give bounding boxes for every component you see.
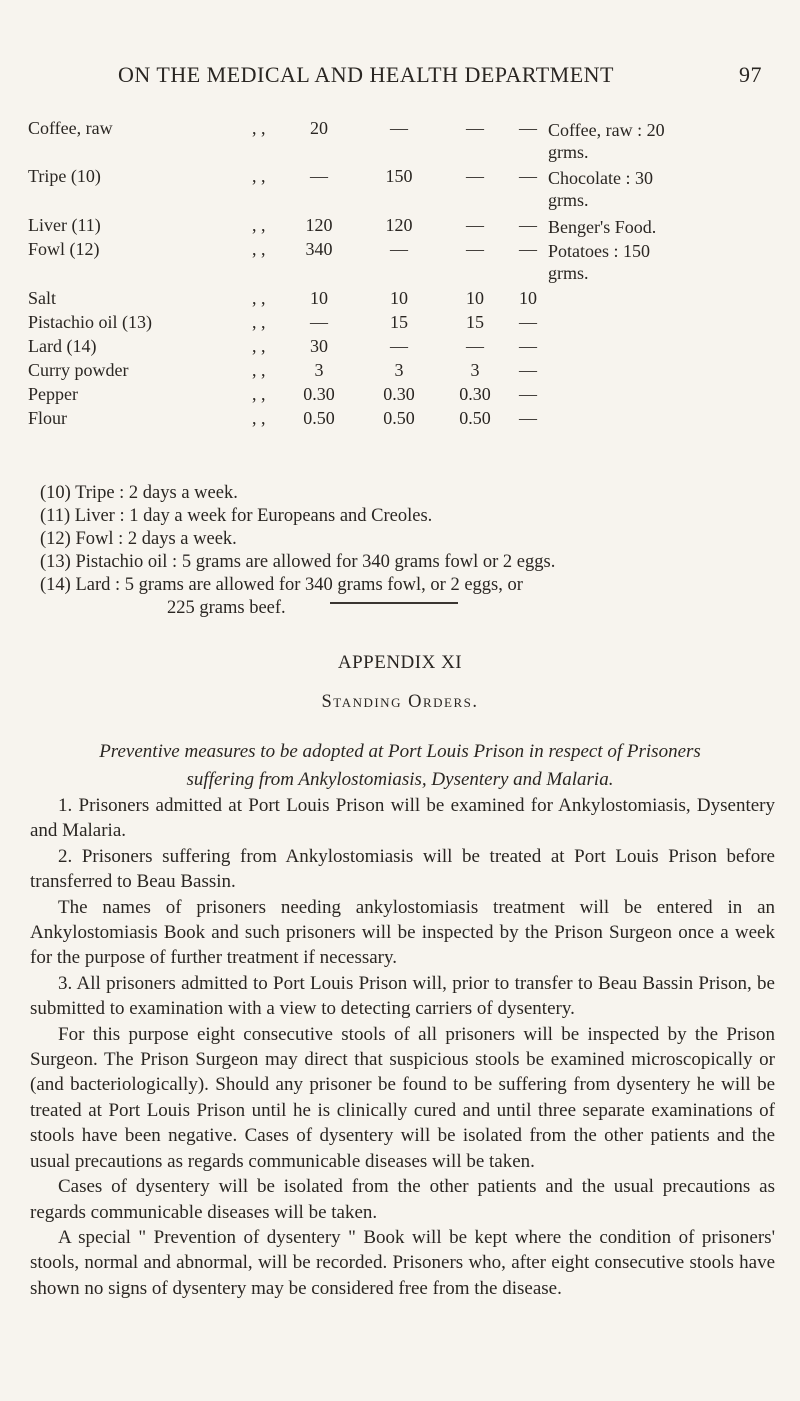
value-cell: 10 bbox=[310, 288, 328, 308]
value-cell: 0.50 bbox=[303, 408, 335, 428]
item-name: Liver (11) bbox=[28, 215, 101, 235]
value-cell: — bbox=[466, 166, 484, 186]
ditto-mark: , , bbox=[252, 336, 266, 356]
value-cell: 0.30 bbox=[383, 384, 415, 404]
value-cell: — bbox=[310, 166, 328, 186]
footnote: (12) Fowl : 2 days a week. bbox=[40, 529, 237, 549]
value-cell: — bbox=[466, 336, 484, 356]
extra-line: Coffee, raw : 20 bbox=[548, 120, 665, 140]
extra-line: grms. bbox=[548, 190, 589, 210]
value-cell: 15 bbox=[466, 312, 484, 332]
item-name: Pistachio oil (13) bbox=[28, 312, 152, 332]
ditto-mark: , , bbox=[252, 166, 266, 186]
value-cell: 0.30 bbox=[459, 384, 491, 404]
value-cell: 340 bbox=[305, 239, 333, 259]
extra-line: grms. bbox=[548, 263, 589, 283]
paragraph: The names of prisoners needing ankylostomiasis treatment will be entered in an Ankylostomiasis Book and such prisoners will be inspected by the Prison Surgeon once a week for the purpose of further treatment if necessary. bbox=[30, 896, 775, 969]
value-cell: 0.50 bbox=[383, 408, 415, 428]
extra-line: Benger's Food. bbox=[548, 217, 657, 237]
ditto-mark: , , bbox=[252, 408, 266, 428]
table-row bbox=[28, 336, 778, 360]
extra-line: Chocolate : 30 bbox=[548, 168, 653, 188]
intro-line: Preventive measures to be adopted at Port Louis Prison in respect of Prisoners bbox=[99, 741, 701, 762]
value-cell: 150 bbox=[385, 166, 413, 186]
standing-orders-text bbox=[30, 793, 775, 1301]
value-cell: 3 bbox=[394, 360, 404, 380]
intro-heading bbox=[30, 738, 770, 794]
item-name: Lard (14) bbox=[28, 336, 97, 356]
table-row bbox=[28, 360, 778, 384]
extra-line: Potatoes : 150 bbox=[548, 241, 650, 261]
value-cell: — bbox=[390, 118, 408, 138]
ditto-mark: , , bbox=[252, 239, 266, 259]
value-cell: 30 bbox=[310, 336, 328, 356]
appendix-subtitle: Standing Orders. bbox=[321, 692, 479, 712]
table-row bbox=[28, 408, 778, 432]
footnote: 225 grams beef. bbox=[167, 598, 286, 618]
value-cell: 20 bbox=[310, 118, 328, 138]
value-cell: — bbox=[519, 336, 537, 356]
item-name: Tripe (10) bbox=[28, 166, 101, 186]
item-name: Fowl (12) bbox=[28, 239, 100, 259]
value-cell: 0.30 bbox=[303, 384, 335, 404]
item-name: Coffee, raw bbox=[28, 118, 113, 138]
item-name: Pepper bbox=[28, 384, 78, 404]
paragraph: Cases of dysentery will be isolated from the other patients and the usual precautions as regards communicable diseases will be taken. bbox=[30, 1176, 775, 1223]
intro-line: suffering from Ankylostomiasis, Dysentery and Malaria. bbox=[186, 769, 614, 790]
value-cell: — bbox=[519, 215, 537, 235]
page-number: 97 bbox=[739, 62, 762, 87]
item-name: Flour bbox=[28, 408, 68, 428]
value-cell: — bbox=[466, 215, 484, 235]
value-cell: — bbox=[466, 239, 484, 259]
value-cell: — bbox=[519, 166, 537, 186]
footnote: (13) Pistachio oil : 5 grams are allowed for 340 grams fowl or 2 eggs. bbox=[40, 552, 556, 572]
value-cell: 10 bbox=[466, 288, 484, 308]
value-cell: — bbox=[519, 118, 537, 138]
table-row bbox=[28, 312, 778, 336]
ditto-mark: , , bbox=[252, 118, 266, 138]
item-name: Curry powder bbox=[28, 360, 129, 380]
value-cell: 120 bbox=[385, 215, 413, 235]
paragraph: 1. Prisoners admitted at Port Louis Prison will be examined for Ankylostomiasis, Dysentery and Malaria. bbox=[30, 795, 775, 842]
value-cell: 120 bbox=[305, 215, 333, 235]
value-cell: — bbox=[466, 118, 484, 138]
paragraph: For this purpose eight consecutive stools of all prisoners will be inspected by the Prison Surgeon. The Prison Surgeon may direct that suspicious stools be examined microscopically or (and bacteriologically). Should any prisoner be found to be suffering from dysentery he will be treated at Port Louis Prison until he is clinically cured and until three separate examinations of stools have been negative. Cases of dysentery will be isolated from the other patients and the usual precautions as regards communicable diseases will be taken. bbox=[30, 1023, 775, 1172]
ditto-mark: , , bbox=[252, 360, 266, 380]
value-cell: — bbox=[390, 239, 408, 259]
footnote: (10) Tripe : 2 days a week. bbox=[40, 483, 238, 503]
value-cell: 3 bbox=[470, 360, 480, 380]
footnote: (14) Lard : 5 grams are allowed for 340 grams fowl, or 2 eggs, or bbox=[40, 575, 523, 595]
value-cell: 3 bbox=[314, 360, 324, 380]
extra-line: grms. bbox=[548, 142, 589, 162]
value-cell: — bbox=[310, 312, 328, 332]
value-cell: — bbox=[519, 384, 537, 404]
table-row bbox=[28, 384, 778, 408]
paragraph: 2. Prisoners suffering from Ankylostomiasis will be treated at Port Louis Prison before transferred to Beau Bassin. bbox=[30, 845, 775, 893]
ditto-mark: , , bbox=[252, 288, 266, 308]
value-cell: — bbox=[519, 312, 537, 332]
value-cell: — bbox=[519, 239, 537, 259]
appendix-title: APPENDIX XI bbox=[337, 652, 463, 673]
ditto-mark: , , bbox=[252, 215, 266, 235]
table-row bbox=[28, 288, 778, 312]
value-cell: — bbox=[519, 360, 537, 380]
ditto-mark: , , bbox=[252, 384, 266, 404]
ditto-mark: , , bbox=[252, 312, 266, 332]
paragraph: A special " Prevention of dysentery " Book will be kept where the condition of prisoners' stools, normal and abnormal, will be recorded. Prisoners who, after eight consecutive stools have shown no signs of dysentery may be considered free from the disease. bbox=[30, 1226, 775, 1299]
header-title: ON THE MEDICAL AND HEALTH DEPARTMENT bbox=[118, 62, 614, 87]
footnote: (11) Liver : 1 day a week for Europeans and Creoles. bbox=[40, 506, 433, 526]
item-name: Salt bbox=[28, 288, 57, 308]
value-cell: 0.50 bbox=[459, 408, 491, 428]
value-cell: — bbox=[390, 336, 408, 356]
section-divider bbox=[330, 602, 458, 604]
paragraph: 3. All prisoners admitted to Port Louis Prison will, prior to transfer to Beau Bassin Prison, be submitted to examination with a view to detecting carriers of dysentery. bbox=[30, 972, 775, 1020]
value-cell: 15 bbox=[390, 312, 408, 332]
value-cell: — bbox=[519, 408, 537, 428]
value-cell: 10 bbox=[390, 288, 408, 308]
value-cell: 10 bbox=[519, 288, 537, 308]
